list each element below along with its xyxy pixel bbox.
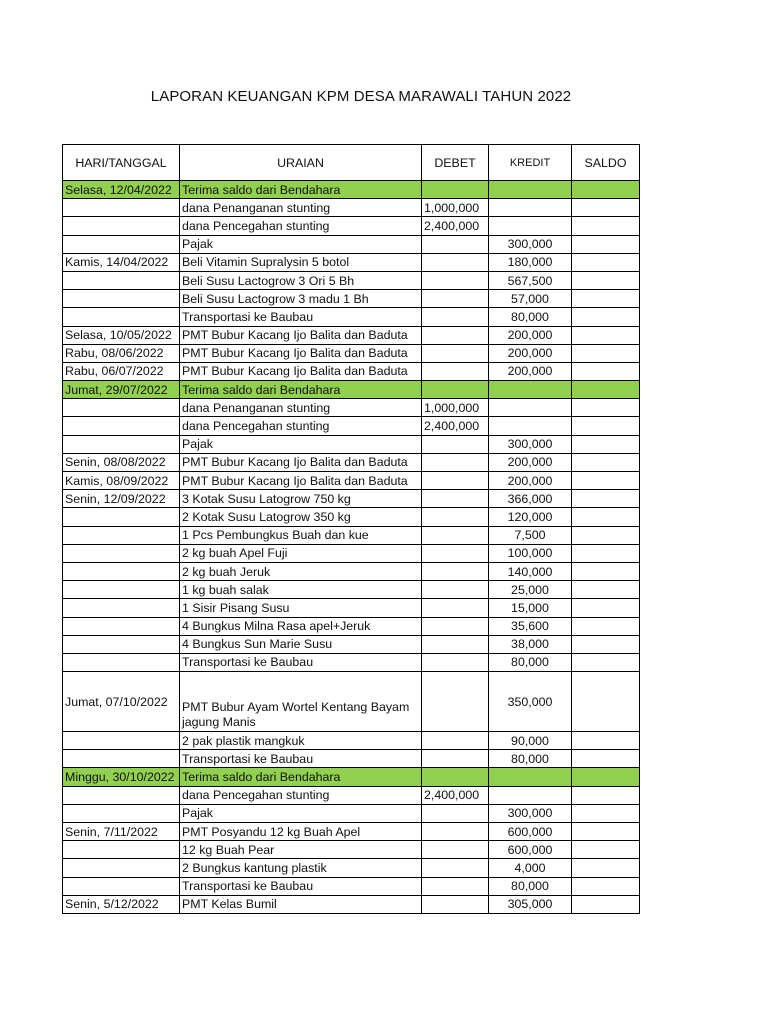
cell-date: Selasa, 10/05/2022 [63,326,180,344]
cell-kredit: 200,000 [489,453,572,471]
table-row [63,271,640,289]
cell-date [63,399,180,417]
cell-debet [422,326,489,344]
cell-debet: 1,000,000 [422,399,489,417]
cell-kredit: 38,000 [489,635,572,653]
cell-desc: dana Penanganan stunting [180,199,422,217]
cell-date [63,635,180,653]
cell-desc: dana Penanganan stunting [180,399,422,417]
cell-saldo [572,217,640,235]
cell-desc: 1 kg buah salak [180,581,422,599]
cell-kredit: 120,000 [489,508,572,526]
cell-kredit [489,399,572,417]
cell-debet [422,599,489,617]
cell-date [63,417,180,435]
cell-kredit: 350,000 [489,672,572,732]
table-row [63,381,640,399]
cell-debet [422,617,489,635]
cell-kredit: 300,000 [489,435,572,453]
table-row [63,732,640,750]
cell-kredit: 140,000 [489,562,572,580]
cell-kredit: 200,000 [489,362,572,380]
table-row [63,235,640,253]
table-row [63,472,640,490]
cell-desc: Transportasi ke Baubau [180,877,422,895]
cell-debet: 2,400,000 [422,217,489,235]
table-row [63,362,640,380]
cell-debet [422,877,489,895]
cell-saldo [572,544,640,562]
cell-debet [422,581,489,599]
cell-desc: Pajak [180,804,422,822]
table-row [63,581,640,599]
cell-desc: 4 Bungkus Sun Marie Susu [180,635,422,653]
cell-desc: Terima saldo dari Bendahara [180,768,422,786]
table-row [63,326,640,344]
header-desc: URAIAN [180,145,422,181]
cell-desc: Beli Susu Lactogrow 3 madu 1 Bh [180,290,422,308]
cell-desc: PMT Posyandu 12 kg Buah Apel [180,823,422,841]
cell-desc: PMT Bubur Kacang Ijo Balita dan Baduta [180,362,422,380]
table-row [63,786,640,804]
cell-date [63,217,180,235]
cell-desc: Pajak [180,435,422,453]
cell-desc: Terima saldo dari Bendahara [180,181,422,199]
table-row [63,841,640,859]
cell-desc: 2 kg buah Jeruk [180,562,422,580]
cell-saldo [572,271,640,289]
cell-saldo [572,804,640,822]
cell-desc: Beli Susu Lactogrow 3 Ori 5 Bh [180,271,422,289]
cell-kredit [489,768,572,786]
cell-desc: 4 Bungkus Milna Rasa apel+Jeruk [180,617,422,635]
cell-kredit [489,381,572,399]
cell-debet [422,472,489,490]
cell-saldo [572,841,640,859]
cell-saldo [572,362,640,380]
cell-date [63,732,180,750]
cell-kredit [489,199,572,217]
cell-saldo [572,786,640,804]
cell-saldo [572,895,640,913]
table-row [63,526,640,544]
cell-date [63,617,180,635]
cell-desc: Transportasi ke Baubau [180,653,422,671]
table-row [63,653,640,671]
cell-date: Senin, 5/12/2022 [63,895,180,913]
cell-kredit [489,181,572,199]
cell-desc: 2 pak plastik mangkuk [180,732,422,750]
cell-debet [422,253,489,271]
cell-date: Kamis, 14/04/2022 [63,253,180,271]
cell-saldo [572,453,640,471]
cell-date [63,199,180,217]
cell-date: Senin, 7/11/2022 [63,823,180,841]
cell-kredit: 80,000 [489,653,572,671]
cell-date: Senin, 08/08/2022 [63,453,180,471]
cell-kredit: 7,500 [489,526,572,544]
cell-debet [422,290,489,308]
cell-desc: PMT Bubur Kacang Ijo Balita dan Baduta [180,472,422,490]
cell-date: Senin, 12/09/2022 [63,490,180,508]
cell-debet [422,804,489,822]
cell-date [63,308,180,326]
cell-desc: PMT Bubur Ayam Wortel Kentang Bayam jagung Manis [180,672,422,732]
cell-kredit [489,417,572,435]
cell-debet [422,235,489,253]
cell-desc: Terima saldo dari Bendahara [180,381,422,399]
cell-kredit: 567,500 [489,271,572,289]
cell-date [63,235,180,253]
table-row [63,617,640,635]
cell-desc: Transportasi ke Baubau [180,308,422,326]
cell-date: Rabu, 08/06/2022 [63,344,180,362]
ledger-body [63,181,640,914]
cell-debet [422,653,489,671]
cell-kredit: 15,000 [489,599,572,617]
cell-date: Selasa, 12/04/2022 [63,181,180,199]
cell-desc: 2 Kotak Susu Latogrow 350 kg [180,508,422,526]
cell-kredit: 300,000 [489,235,572,253]
cell-date [63,859,180,877]
cell-date [63,562,180,580]
cell-desc: 1 Sisir Pisang Susu [180,599,422,617]
table-row [63,599,640,617]
table-row [63,453,640,471]
cell-debet [422,859,489,877]
cell-saldo [572,181,640,199]
report-title: LAPORAN KEUANGAN KPM DESA MARAWALI TAHUN 2022 [150,88,572,105]
table-row [63,562,640,580]
cell-debet [422,841,489,859]
cell-saldo [572,472,640,490]
cell-debet [422,526,489,544]
cell-saldo [572,508,640,526]
cell-debet [422,344,489,362]
cell-date [63,271,180,289]
cell-date [63,653,180,671]
ledger-table [62,144,640,914]
cell-kredit: 80,000 [489,877,572,895]
cell-date: Jumat, 29/07/2022 [63,381,180,399]
cell-saldo [572,435,640,453]
header-debet: DEBET [422,145,489,181]
cell-saldo [572,290,640,308]
table-row [63,344,640,362]
cell-date [63,804,180,822]
cell-desc: dana Pencegahan stunting [180,786,422,804]
cell-saldo [572,381,640,399]
cell-date: Jumat, 07/10/2022 [63,672,180,732]
cell-saldo [572,653,640,671]
cell-debet [422,768,489,786]
cell-saldo [572,253,640,271]
cell-debet [422,435,489,453]
cell-kredit: 180,000 [489,253,572,271]
table-row [63,217,640,235]
cell-kredit: 90,000 [489,732,572,750]
cell-kredit: 35,600 [489,617,572,635]
cell-kredit: 600,000 [489,841,572,859]
cell-desc: PMT Bubur Kacang Ijo Balita dan Baduta [180,344,422,362]
cell-date [63,544,180,562]
cell-debet [422,181,489,199]
cell-debet [422,732,489,750]
table-row [63,544,640,562]
cell-date [63,877,180,895]
cell-saldo [572,823,640,841]
cell-date [63,841,180,859]
cell-debet [422,453,489,471]
cell-saldo [572,199,640,217]
table-row [63,290,640,308]
cell-desc: 2 Bungkus kantung plastik [180,859,422,877]
cell-saldo [572,635,640,653]
table-row [63,417,640,435]
cell-desc: Beli Vitamin Supralysin 5 botol [180,253,422,271]
cell-desc: Transportasi ke Baubau [180,750,422,768]
cell-desc: PMT Kelas Bumil [180,895,422,913]
cell-saldo [572,326,640,344]
table-row [63,859,640,877]
cell-debet [422,362,489,380]
table-row [63,804,640,822]
cell-saldo [572,750,640,768]
table-row [63,635,640,653]
cell-date [63,435,180,453]
cell-debet: 2,400,000 [422,786,489,804]
cell-saldo [572,562,640,580]
cell-debet [422,308,489,326]
table-row [63,181,640,199]
cell-debet [422,562,489,580]
header-saldo: SALDO [572,145,640,181]
cell-debet [422,672,489,732]
cell-saldo [572,599,640,617]
table-row [63,490,640,508]
cell-desc: PMT Bubur Kacang Ijo Balita dan Baduta [180,453,422,471]
cell-saldo [572,617,640,635]
cell-date: Minggu, 30/10/2022 [63,768,180,786]
table-row [63,399,640,417]
table-row [63,750,640,768]
cell-date [63,581,180,599]
cell-debet [422,750,489,768]
cell-date [63,508,180,526]
table-header-row [63,145,640,181]
cell-kredit: 200,000 [489,344,572,362]
table-row [63,877,640,895]
cell-kredit: 25,000 [489,581,572,599]
cell-desc: 1 Pcs Pembungkus Buah dan kue [180,526,422,544]
cell-date: Kamis, 08/09/2022 [63,472,180,490]
table-row [63,768,640,786]
cell-date [63,290,180,308]
cell-debet [422,544,489,562]
cell-date [63,526,180,544]
cell-kredit: 366,000 [489,490,572,508]
cell-desc: 2 kg buah Apel Fuji [180,544,422,562]
cell-saldo [572,308,640,326]
cell-saldo [572,235,640,253]
cell-date [63,750,180,768]
cell-desc: 12 kg Buah Pear [180,841,422,859]
cell-kredit: 200,000 [489,472,572,490]
cell-desc: 3 Kotak Susu Latogrow 750 kg [180,490,422,508]
cell-debet [422,271,489,289]
cell-kredit: 200,000 [489,326,572,344]
cell-desc: dana Pencegahan stunting [180,417,422,435]
cell-desc: dana Pencegahan stunting [180,217,422,235]
cell-saldo [572,417,640,435]
cell-date [63,786,180,804]
cell-debet [422,635,489,653]
cell-desc: PMT Bubur Kacang Ijo Balita dan Baduta [180,326,422,344]
cell-kredit: 80,000 [489,750,572,768]
cell-kredit: 100,000 [489,544,572,562]
cell-kredit: 300,000 [489,804,572,822]
cell-kredit: 57,000 [489,290,572,308]
cell-kredit [489,786,572,804]
table-row [63,508,640,526]
header-date: HARI/TANGGAL [63,145,180,181]
cell-kredit: 4,000 [489,859,572,877]
cell-saldo [572,581,640,599]
cell-saldo [572,732,640,750]
table-row [63,253,640,271]
cell-saldo [572,344,640,362]
table-row [63,672,640,732]
cell-saldo [572,859,640,877]
cell-debet [422,823,489,841]
cell-debet: 1,000,000 [422,199,489,217]
cell-kredit: 80,000 [489,308,572,326]
cell-debet [422,381,489,399]
cell-saldo [572,526,640,544]
table-row [63,895,640,913]
cell-date [63,599,180,617]
cell-saldo [572,490,640,508]
table-row [63,308,640,326]
cell-saldo [572,672,640,732]
cell-saldo [572,399,640,417]
cell-kredit [489,217,572,235]
cell-debet [422,508,489,526]
cell-debet [422,895,489,913]
table-row [63,199,640,217]
cell-saldo [572,877,640,895]
table-row [63,823,640,841]
cell-debet: 2,400,000 [422,417,489,435]
cell-date: Rabu, 06/07/2022 [63,362,180,380]
table-row [63,435,640,453]
cell-saldo [572,768,640,786]
cell-debet [422,490,489,508]
cell-desc: Pajak [180,235,422,253]
cell-kredit: 305,000 [489,895,572,913]
cell-kredit: 600,000 [489,823,572,841]
header-kredit: KREDIT [489,145,572,181]
